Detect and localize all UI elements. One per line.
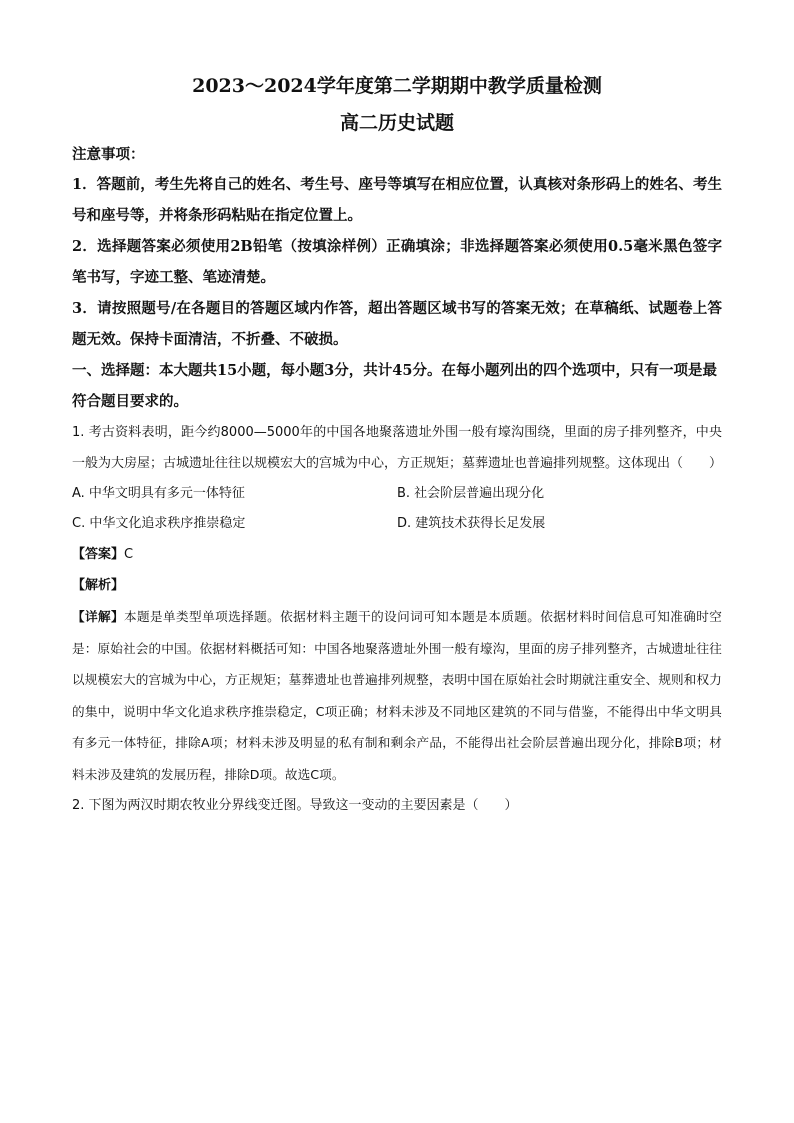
analysis-tag: 【解析】 [72, 578, 125, 593]
detail-text: 本题是单类型单项选择题。依据材料主题干的设问词可知本题是本质题。依据材料时间信息可知准确时空是：原始社会的中国。依据材料概括可知：中国各地聚落遗址外围一般有壕沟，里面的房子排列整齐，古城遗址往往以规模宏大的宫城为中心，方正规矩；墓葬遗址也普遍排列规整，表明中国在原始社会时期就注重安全、规则和权力的集中，说明中华文化追求秩序推崇稳定，C项正确；材料未涉及不同地区建筑的不同与借鉴，不能得出中华文明具有多元一体特征，排除A项；材料未涉及明显的私有制和剩余产品，不能得出社会阶层普遍出现分化，排除B项；材料未涉及建筑的发展历程，排除D项。故选C项。 [72, 609, 722, 782]
option-d: D. 建筑技术获得长足发展 [397, 516, 546, 531]
exam-subtitle: 高二历史试题 [339, 112, 454, 134]
notice-item-3: 3．请按照题号/在各题目的答题区域内作答，超出答题区域书写的答案无效；在草稿纸、试题卷上答题无效。保持卡面清洁，不折叠、不破损。 [72, 300, 722, 348]
option-a: A. 中华文明具有多元一体特征 [72, 486, 245, 501]
question-1-stem: 1. 考古资料表明，距今约8000—5000年的中国各地聚落遗址外围一般有壕沟围绕，里面的房子排列整齐，中央一般为大房屋；古城遗址往往以规模宏大的宫城为中心，方正规矩；墓葬遗址也普遍排列规整。这体现出（ ） [72, 425, 723, 471]
notice-item-1: 1．答题前，考生先将自己的姓名、考生号、座号等填写在相应位置，认真核对条形码上的姓名、考生号和座号等，并将条形码粘贴在指定位置上。 [72, 176, 722, 224]
question-1-options [72, 479, 722, 539]
answer-line [72, 539, 722, 570]
option-b: B. 社会阶层普遍出现分化 [397, 486, 545, 501]
analysis-line [72, 570, 722, 601]
detail-paragraph [72, 601, 722, 790]
exam-title: 2023～2024学年度第二学期期中教学质量检测 [192, 75, 602, 97]
detail-tag: 【详解】 [72, 609, 125, 624]
section-heading: 一、选择题：本大题共15小题，每小题3分，共计45分。在每小题列出的四个选项中，只有一项是最符合题目要求的。 [72, 362, 717, 410]
question-2-stem: 2. 下图为两汉时期农牧业分界线变迁图。导致这一变动的主要因素是（ ） [72, 798, 518, 813]
notice-heading: 注意事项： [72, 146, 145, 163]
notice-item-2: 2．选择题答案必须使用2B铅笔（按填涂样例）正确填涂；非选择题答案必须使用0.5毫米黑色签字笔书写，字迹工整、笔迹清楚。 [72, 238, 722, 286]
exam-page [72, 62, 722, 821]
option-c: C. 中华文化追求秩序推崇稳定 [72, 516, 246, 531]
answer-value: C [124, 547, 134, 562]
answer-tag: 【答案】 [72, 547, 125, 562]
